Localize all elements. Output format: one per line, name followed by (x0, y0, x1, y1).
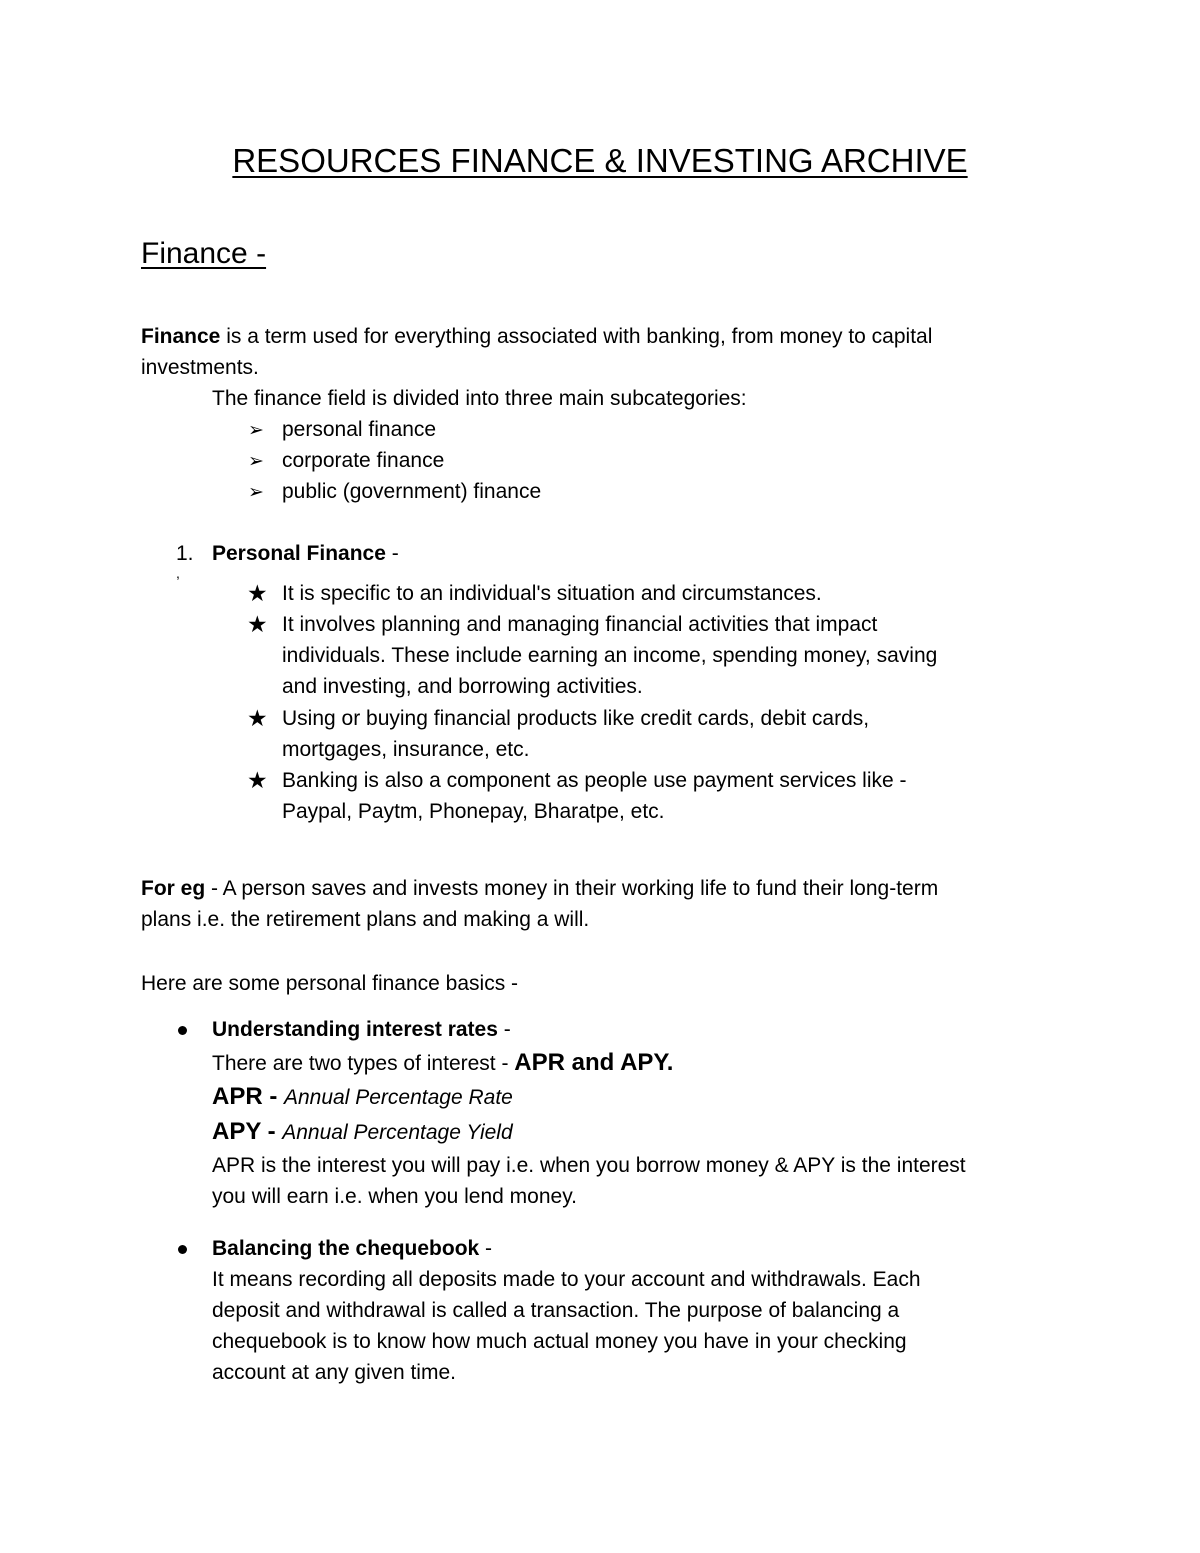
chequebook-line: It means recording all deposits made to your account and withdrawals. Each (212, 1268, 921, 1291)
arrow-bullet-icon: ➢ (248, 420, 264, 441)
round-bullet-icon (178, 1026, 187, 1035)
interest-explanation-line: you will earn i.e. when you lend money. (212, 1185, 577, 1208)
example-label: For eg (141, 877, 206, 900)
point-line: Using or buying financial products like credit cards, debit cards, (282, 707, 870, 730)
point-line: It involves planning and managing financial activities that impact (282, 613, 878, 636)
interest-types-line (212, 1050, 673, 1077)
chequebook-heading-text: Balancing the chequebook (212, 1237, 480, 1260)
star-bullet-icon: ★ (247, 580, 268, 606)
interest-heading-text: Understanding interest rates (212, 1018, 498, 1041)
interest-heading-suffix: - (497, 1018, 511, 1041)
chequebook-line: deposit and withdrawal is called a transaction. The purpose of balancing a (212, 1299, 900, 1322)
star-bullet-icon: ★ (247, 611, 268, 637)
intro-term: Finance (141, 325, 221, 348)
apy-definition (212, 1119, 513, 1146)
apr-definition (212, 1084, 513, 1111)
subcategory-item: corporate finance (282, 449, 445, 472)
arrow-bullet-icon: ➢ (248, 451, 264, 472)
point-line: Banking is also a component as people use payment services like - (282, 769, 907, 792)
point-line: Paypal, Paytm, Phonepay, Bharatpe, etc. (282, 800, 665, 823)
apy-meaning: Annual Percentage Yield (282, 1121, 513, 1144)
star-bullet-icon: ★ (247, 705, 268, 731)
interest-types-prefix: There are two types of interest - (212, 1052, 515, 1075)
chequebook-line: chequebook is to know how much actual money you have in your checking (212, 1330, 907, 1353)
point-line: mortgages, insurance, etc. (282, 738, 530, 761)
chequebook-heading-suffix: - (479, 1237, 493, 1260)
subcategories-intro: The finance field is divided into three main subcategories: (212, 387, 747, 410)
list-number: 1. (176, 542, 194, 565)
personal-finance-heading-suffix: - (385, 542, 399, 565)
subcategory-item: public (government) finance (282, 480, 542, 503)
example-line-1-text: - A person saves and invests money in their working life to fund their long-term (205, 877, 939, 900)
apy-label: APY - (212, 1118, 283, 1145)
round-bullet-icon (178, 1245, 187, 1254)
subcategory-item: personal finance (282, 418, 437, 441)
example-line-2: plans i.e. the retirement plans and making a will. (141, 908, 590, 931)
example-line-1 (141, 876, 938, 902)
intro-line-1 (141, 324, 932, 350)
point-line: and investing, and borrowing activities. (282, 675, 643, 698)
interest-heading (212, 1017, 511, 1043)
interest-types-emphasis: APR and APY. (514, 1049, 674, 1076)
chequebook-heading (212, 1236, 492, 1262)
personal-finance-heading (212, 541, 399, 567)
interest-explanation-line: APR is the interest you will pay i.e. when you borrow money & APY is the interest (212, 1154, 966, 1177)
point-line: It is specific to an individual's situation and circumstances. (282, 582, 822, 605)
arrow-bullet-icon: ➢ (248, 482, 264, 503)
basics-intro: Here are some personal finance basics - (141, 972, 519, 995)
stray-mark: , (176, 565, 180, 581)
star-bullet-icon: ★ (247, 767, 268, 793)
apr-label: APR - (212, 1083, 284, 1110)
apr-meaning: Annual Percentage Rate (284, 1086, 513, 1109)
personal-finance-heading-text: Personal Finance (212, 542, 386, 565)
chequebook-line: account at any given time. (212, 1361, 456, 1384)
section-heading-finance: Finance - (141, 237, 267, 270)
intro-line-2: investments. (141, 356, 259, 379)
intro-line-1-text: is a term used for everything associated with banking, from money to capital (220, 325, 933, 348)
point-line: individuals. These include earning an income, spending money, saving (282, 644, 938, 667)
document-title: RESOURCES FINANCE & INVESTING ARCHIVE (232, 142, 968, 179)
